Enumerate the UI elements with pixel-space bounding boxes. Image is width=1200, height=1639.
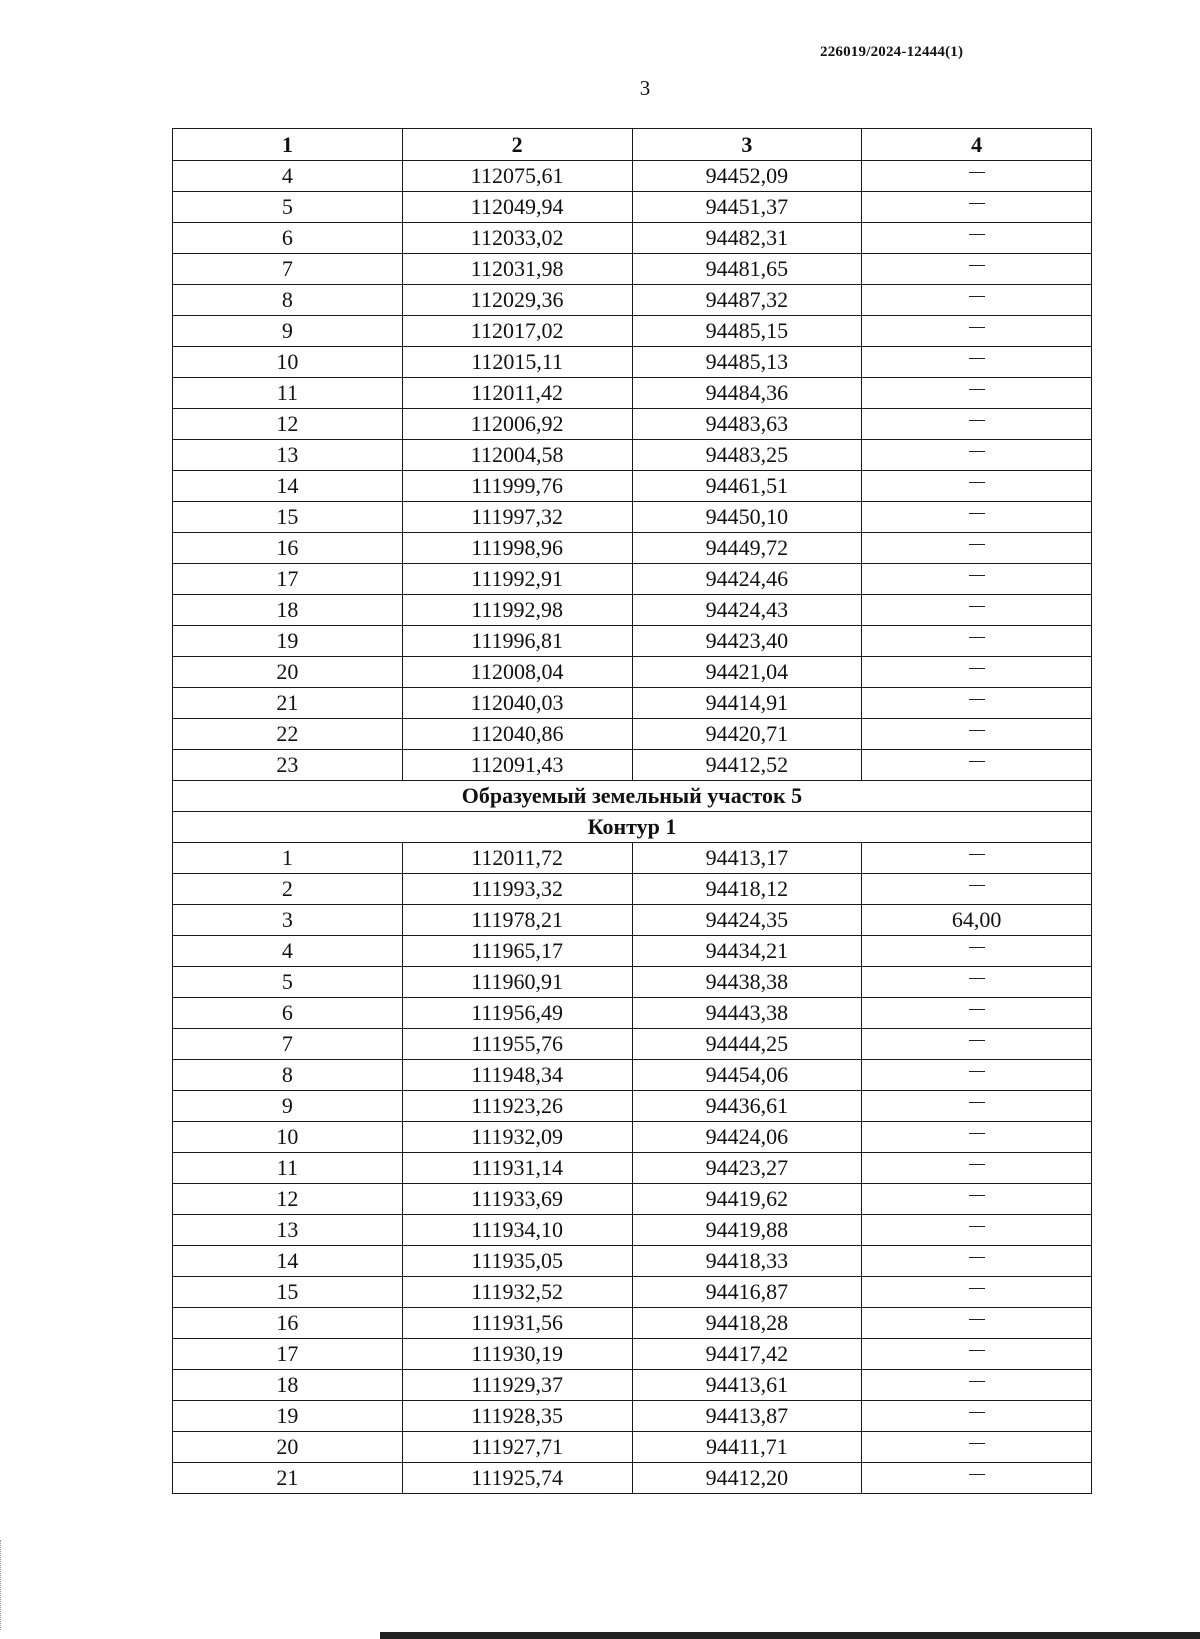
x-coordinate-cell: 111932,52 bbox=[402, 1277, 632, 1308]
error-value-cell bbox=[862, 1122, 1092, 1153]
point-number-cell: 20 bbox=[173, 1432, 403, 1463]
x-coordinate-cell: 111928,35 bbox=[402, 1401, 632, 1432]
y-coordinate-cell: 94417,42 bbox=[632, 1339, 862, 1370]
table-body bbox=[173, 161, 1092, 1494]
error-value-cell bbox=[862, 409, 1092, 440]
table-row bbox=[173, 998, 1092, 1029]
dash-mark bbox=[969, 451, 985, 452]
dash-mark bbox=[969, 420, 985, 421]
dash-mark bbox=[969, 482, 985, 483]
error-value-cell bbox=[862, 1153, 1092, 1184]
y-coordinate-cell: 94485,15 bbox=[632, 316, 862, 347]
dash-mark bbox=[969, 1443, 985, 1444]
error-value-cell bbox=[862, 595, 1092, 626]
point-number-cell: 14 bbox=[173, 471, 403, 502]
y-coordinate-cell: 94461,51 bbox=[632, 471, 862, 502]
y-coordinate-cell: 94418,12 bbox=[632, 874, 862, 905]
point-number-cell: 12 bbox=[173, 1184, 403, 1215]
table-row bbox=[173, 440, 1092, 471]
y-coordinate-cell: 94421,04 bbox=[632, 657, 862, 688]
section-row bbox=[173, 812, 1092, 843]
x-coordinate-cell: 112006,92 bbox=[402, 409, 632, 440]
table-row bbox=[173, 1215, 1092, 1246]
point-number-cell: 5 bbox=[173, 192, 403, 223]
error-value-cell bbox=[862, 1432, 1092, 1463]
x-coordinate-cell: 112049,94 bbox=[402, 192, 632, 223]
dash-mark bbox=[969, 668, 985, 669]
point-number-cell: 18 bbox=[173, 1370, 403, 1401]
dash-mark bbox=[969, 1381, 985, 1382]
dash-mark bbox=[969, 234, 985, 235]
error-value-cell bbox=[862, 1215, 1092, 1246]
table-row bbox=[173, 688, 1092, 719]
error-value-cell bbox=[862, 564, 1092, 595]
error-value-cell bbox=[862, 502, 1092, 533]
x-coordinate-cell: 111933,69 bbox=[402, 1184, 632, 1215]
dash-mark bbox=[969, 1319, 985, 1320]
point-number-cell: 11 bbox=[173, 1153, 403, 1184]
y-coordinate-cell: 94424,43 bbox=[632, 595, 862, 626]
dash-mark bbox=[969, 606, 985, 607]
x-coordinate-cell: 111999,76 bbox=[402, 471, 632, 502]
table-row bbox=[173, 1432, 1092, 1463]
table-row bbox=[173, 1184, 1092, 1215]
table-row bbox=[173, 502, 1092, 533]
dash-mark bbox=[969, 1009, 985, 1010]
error-value-cell: 64,00 bbox=[862, 905, 1092, 936]
table-row bbox=[173, 626, 1092, 657]
y-coordinate-cell: 94419,88 bbox=[632, 1215, 862, 1246]
error-value-cell bbox=[862, 1060, 1092, 1091]
dash-mark bbox=[969, 730, 985, 731]
dash-mark bbox=[969, 575, 985, 576]
dash-mark bbox=[969, 1102, 985, 1103]
error-value-cell bbox=[862, 874, 1092, 905]
y-coordinate-cell: 94450,10 bbox=[632, 502, 862, 533]
error-value-cell bbox=[862, 750, 1092, 781]
x-coordinate-cell: 111992,98 bbox=[402, 595, 632, 626]
error-value-cell bbox=[862, 1029, 1092, 1060]
point-number-cell: 17 bbox=[173, 1339, 403, 1370]
table-row bbox=[173, 719, 1092, 750]
x-coordinate-cell: 111955,76 bbox=[402, 1029, 632, 1060]
point-number-cell: 8 bbox=[173, 1060, 403, 1091]
section-title: Контур 1 bbox=[173, 812, 1092, 843]
y-coordinate-cell: 94418,33 bbox=[632, 1246, 862, 1277]
point-number-cell: 10 bbox=[173, 347, 403, 378]
dash-mark bbox=[969, 296, 985, 297]
table-row bbox=[173, 1277, 1092, 1308]
x-coordinate-cell: 111978,21 bbox=[402, 905, 632, 936]
y-coordinate-cell: 94482,31 bbox=[632, 223, 862, 254]
x-coordinate-cell: 111998,96 bbox=[402, 533, 632, 564]
point-number-cell: 17 bbox=[173, 564, 403, 595]
dash-mark bbox=[969, 1257, 985, 1258]
point-number-cell: 21 bbox=[173, 688, 403, 719]
table-row bbox=[173, 1122, 1092, 1153]
error-value-cell bbox=[862, 254, 1092, 285]
point-number-cell: 15 bbox=[173, 502, 403, 533]
scan-margin-marks bbox=[0, 1540, 4, 1630]
y-coordinate-cell: 94419,62 bbox=[632, 1184, 862, 1215]
dash-mark bbox=[969, 699, 985, 700]
point-number-cell: 9 bbox=[173, 1091, 403, 1122]
point-number-cell: 19 bbox=[173, 1401, 403, 1432]
x-coordinate-cell: 112040,03 bbox=[402, 688, 632, 719]
x-coordinate-cell: 111927,71 bbox=[402, 1432, 632, 1463]
dash-mark bbox=[969, 761, 985, 762]
coordinates-table bbox=[172, 128, 1092, 1494]
x-coordinate-cell: 111932,09 bbox=[402, 1122, 632, 1153]
point-number-cell: 21 bbox=[173, 1463, 403, 1494]
table-row bbox=[173, 750, 1092, 781]
table-row bbox=[173, 1339, 1092, 1370]
table-row bbox=[173, 905, 1092, 936]
x-coordinate-cell: 111931,56 bbox=[402, 1308, 632, 1339]
table-row bbox=[173, 1463, 1092, 1494]
column-header: 1 bbox=[173, 129, 403, 161]
dash-mark bbox=[969, 327, 985, 328]
y-coordinate-cell: 94451,37 bbox=[632, 192, 862, 223]
y-coordinate-cell: 94443,38 bbox=[632, 998, 862, 1029]
table-row bbox=[173, 1401, 1092, 1432]
column-header: 2 bbox=[402, 129, 632, 161]
x-coordinate-cell: 112031,98 bbox=[402, 254, 632, 285]
point-number-cell: 20 bbox=[173, 657, 403, 688]
dash-mark bbox=[969, 1350, 985, 1351]
error-value-cell bbox=[862, 936, 1092, 967]
dash-mark bbox=[969, 885, 985, 886]
y-coordinate-cell: 94424,46 bbox=[632, 564, 862, 595]
point-number-cell: 6 bbox=[173, 223, 403, 254]
y-coordinate-cell: 94412,52 bbox=[632, 750, 862, 781]
point-number-cell: 6 bbox=[173, 998, 403, 1029]
dash-mark bbox=[969, 1133, 985, 1134]
table-row bbox=[173, 874, 1092, 905]
x-coordinate-cell: 111996,81 bbox=[402, 626, 632, 657]
table-row bbox=[173, 254, 1092, 285]
x-coordinate-cell: 111925,74 bbox=[402, 1463, 632, 1494]
y-coordinate-cell: 94487,32 bbox=[632, 285, 862, 316]
x-coordinate-cell: 112040,86 bbox=[402, 719, 632, 750]
point-number-cell: 18 bbox=[173, 595, 403, 626]
point-number-cell: 12 bbox=[173, 409, 403, 440]
point-number-cell: 23 bbox=[173, 750, 403, 781]
point-number-cell: 9 bbox=[173, 316, 403, 347]
point-number-cell: 19 bbox=[173, 626, 403, 657]
error-value-cell bbox=[862, 657, 1092, 688]
x-coordinate-cell: 111923,26 bbox=[402, 1091, 632, 1122]
y-coordinate-cell: 94454,06 bbox=[632, 1060, 862, 1091]
error-value-cell bbox=[862, 1370, 1092, 1401]
x-coordinate-cell: 111930,19 bbox=[402, 1339, 632, 1370]
error-value-cell bbox=[862, 998, 1092, 1029]
y-coordinate-cell: 94413,17 bbox=[632, 843, 862, 874]
error-value-cell bbox=[862, 533, 1092, 564]
table-row bbox=[173, 564, 1092, 595]
table-row bbox=[173, 595, 1092, 626]
error-value-cell bbox=[862, 1308, 1092, 1339]
y-coordinate-cell: 94423,40 bbox=[632, 626, 862, 657]
y-coordinate-cell: 94485,13 bbox=[632, 347, 862, 378]
error-value-cell bbox=[862, 1401, 1092, 1432]
error-value-cell bbox=[862, 192, 1092, 223]
error-value-cell bbox=[862, 967, 1092, 998]
point-number-cell: 15 bbox=[173, 1277, 403, 1308]
table-row bbox=[173, 1370, 1092, 1401]
error-value-cell bbox=[862, 347, 1092, 378]
x-coordinate-cell: 111931,14 bbox=[402, 1153, 632, 1184]
table-row bbox=[173, 967, 1092, 998]
y-coordinate-cell: 94438,38 bbox=[632, 967, 862, 998]
error-value-cell bbox=[862, 1184, 1092, 1215]
y-coordinate-cell: 94416,87 bbox=[632, 1277, 862, 1308]
column-header: 4 bbox=[862, 129, 1092, 161]
document-number: 226019/2024-12444(1) bbox=[820, 44, 964, 60]
x-coordinate-cell: 111929,37 bbox=[402, 1370, 632, 1401]
dash-mark bbox=[969, 203, 985, 204]
section-row bbox=[173, 781, 1092, 812]
table-row bbox=[173, 347, 1092, 378]
error-value-cell bbox=[862, 440, 1092, 471]
point-number-cell: 5 bbox=[173, 967, 403, 998]
y-coordinate-cell: 94411,71 bbox=[632, 1432, 862, 1463]
y-coordinate-cell: 94424,06 bbox=[632, 1122, 862, 1153]
point-number-cell: 4 bbox=[173, 161, 403, 192]
y-coordinate-cell: 94412,20 bbox=[632, 1463, 862, 1494]
error-value-cell bbox=[862, 285, 1092, 316]
table-row bbox=[173, 657, 1092, 688]
page-number: 3 bbox=[639, 76, 651, 100]
error-value-cell bbox=[862, 688, 1092, 719]
point-number-cell: 14 bbox=[173, 1246, 403, 1277]
dash-mark bbox=[969, 358, 985, 359]
dash-mark bbox=[969, 1412, 985, 1413]
y-coordinate-cell: 94423,27 bbox=[632, 1153, 862, 1184]
error-value-cell bbox=[862, 223, 1092, 254]
point-number-cell: 2 bbox=[173, 874, 403, 905]
y-coordinate-cell: 94483,25 bbox=[632, 440, 862, 471]
point-number-cell: 1 bbox=[173, 843, 403, 874]
y-coordinate-cell: 94434,21 bbox=[632, 936, 862, 967]
table-row bbox=[173, 1308, 1092, 1339]
point-number-cell: 4 bbox=[173, 936, 403, 967]
table-row bbox=[173, 1246, 1092, 1277]
section-title: Образуемый земельный участок 5 bbox=[173, 781, 1092, 812]
x-coordinate-cell: 111934,10 bbox=[402, 1215, 632, 1246]
y-coordinate-cell: 94413,61 bbox=[632, 1370, 862, 1401]
dash-mark bbox=[969, 1164, 985, 1165]
point-number-cell: 22 bbox=[173, 719, 403, 750]
dash-mark bbox=[969, 513, 985, 514]
x-coordinate-cell: 111956,49 bbox=[402, 998, 632, 1029]
y-coordinate-cell: 94413,87 bbox=[632, 1401, 862, 1432]
error-value-cell bbox=[862, 1277, 1092, 1308]
table-header-row bbox=[173, 129, 1092, 161]
dash-mark bbox=[969, 1040, 985, 1041]
table-row bbox=[173, 1153, 1092, 1184]
point-number-cell: 13 bbox=[173, 440, 403, 471]
x-coordinate-cell: 112015,11 bbox=[402, 347, 632, 378]
x-coordinate-cell: 112011,42 bbox=[402, 378, 632, 409]
point-number-cell: 13 bbox=[173, 1215, 403, 1246]
table-row bbox=[173, 533, 1092, 564]
x-coordinate-cell: 111992,91 bbox=[402, 564, 632, 595]
table-row bbox=[173, 378, 1092, 409]
dash-mark bbox=[969, 978, 985, 979]
error-value-cell bbox=[862, 719, 1092, 750]
table-row bbox=[173, 471, 1092, 502]
x-coordinate-cell: 111993,32 bbox=[402, 874, 632, 905]
y-coordinate-cell: 94444,25 bbox=[632, 1029, 862, 1060]
x-coordinate-cell: 111965,17 bbox=[402, 936, 632, 967]
error-value-cell bbox=[862, 378, 1092, 409]
dash-mark bbox=[969, 172, 985, 173]
x-coordinate-cell: 111960,91 bbox=[402, 967, 632, 998]
dash-mark bbox=[969, 544, 985, 545]
y-coordinate-cell: 94452,09 bbox=[632, 161, 862, 192]
point-number-cell: 16 bbox=[173, 1308, 403, 1339]
dash-mark bbox=[969, 1071, 985, 1072]
y-coordinate-cell: 94484,36 bbox=[632, 378, 862, 409]
error-value-cell bbox=[862, 843, 1092, 874]
table-row bbox=[173, 316, 1092, 347]
dash-mark bbox=[969, 637, 985, 638]
scan-edge-bar bbox=[380, 1632, 1200, 1639]
dash-mark bbox=[969, 947, 985, 948]
point-number-cell: 7 bbox=[173, 254, 403, 285]
dash-mark bbox=[969, 1195, 985, 1196]
error-value-cell bbox=[862, 1091, 1092, 1122]
x-coordinate-cell: 112004,58 bbox=[402, 440, 632, 471]
point-number-cell: 8 bbox=[173, 285, 403, 316]
y-coordinate-cell: 94418,28 bbox=[632, 1308, 862, 1339]
table-row bbox=[173, 843, 1092, 874]
dash-mark bbox=[969, 1474, 985, 1475]
x-coordinate-cell: 112033,02 bbox=[402, 223, 632, 254]
column-header: 3 bbox=[632, 129, 862, 161]
table-row bbox=[173, 285, 1092, 316]
dash-mark bbox=[969, 854, 985, 855]
point-number-cell: 3 bbox=[173, 905, 403, 936]
x-coordinate-cell: 112017,02 bbox=[402, 316, 632, 347]
error-value-cell bbox=[862, 316, 1092, 347]
point-number-cell: 7 bbox=[173, 1029, 403, 1060]
x-coordinate-cell: 111935,05 bbox=[402, 1246, 632, 1277]
error-value-cell bbox=[862, 626, 1092, 657]
table-row bbox=[173, 1029, 1092, 1060]
y-coordinate-cell: 94420,71 bbox=[632, 719, 862, 750]
table-row bbox=[173, 1091, 1092, 1122]
point-number-cell: 10 bbox=[173, 1122, 403, 1153]
point-number-cell: 11 bbox=[173, 378, 403, 409]
table-row bbox=[173, 936, 1092, 967]
error-value-cell bbox=[862, 1246, 1092, 1277]
y-coordinate-cell: 94483,63 bbox=[632, 409, 862, 440]
y-coordinate-cell: 94414,91 bbox=[632, 688, 862, 719]
dash-mark bbox=[969, 1226, 985, 1227]
dash-mark bbox=[969, 1288, 985, 1289]
y-coordinate-cell: 94481,65 bbox=[632, 254, 862, 285]
table-row bbox=[173, 223, 1092, 254]
x-coordinate-cell: 111948,34 bbox=[402, 1060, 632, 1091]
x-coordinate-cell: 112075,61 bbox=[402, 161, 632, 192]
dash-mark bbox=[969, 389, 985, 390]
table-row bbox=[173, 1060, 1092, 1091]
x-coordinate-cell: 112029,36 bbox=[402, 285, 632, 316]
x-coordinate-cell: 112011,72 bbox=[402, 843, 632, 874]
point-number-cell: 16 bbox=[173, 533, 403, 564]
error-value-cell bbox=[862, 1339, 1092, 1370]
x-coordinate-cell: 112091,43 bbox=[402, 750, 632, 781]
table-row bbox=[173, 161, 1092, 192]
error-value-cell bbox=[862, 1463, 1092, 1494]
table-row bbox=[173, 409, 1092, 440]
error-value-cell bbox=[862, 471, 1092, 502]
y-coordinate-cell: 94424,35 bbox=[632, 905, 862, 936]
table-row bbox=[173, 192, 1092, 223]
x-coordinate-cell: 112008,04 bbox=[402, 657, 632, 688]
x-coordinate-cell: 111997,32 bbox=[402, 502, 632, 533]
y-coordinate-cell: 94449,72 bbox=[632, 533, 862, 564]
error-value-cell bbox=[862, 161, 1092, 192]
y-coordinate-cell: 94436,61 bbox=[632, 1091, 862, 1122]
dash-mark bbox=[969, 265, 985, 266]
